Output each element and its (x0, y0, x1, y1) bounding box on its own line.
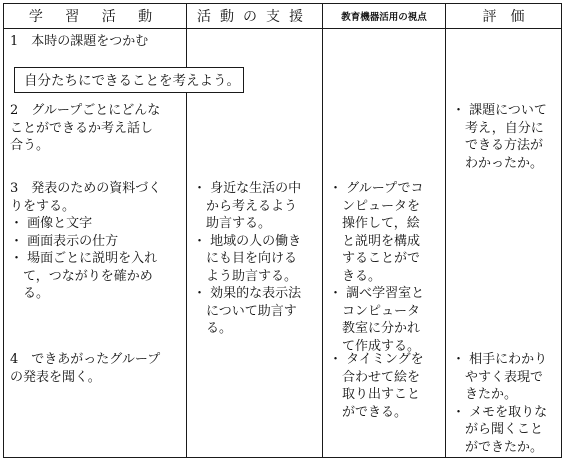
header-evaluation: 評 価 (446, 4, 562, 29)
header-viewpoint: 教育機器活用の視点 (323, 4, 446, 29)
viewpoint-notes-b: ・ タイミングを 合わせて絵を 取り出すこと ができる。 (329, 352, 424, 420)
step-1: 1 本時の課題をつかむ (10, 34, 149, 49)
step-2: 2 グループごとにどんな ことができるか考え話し 合う。 (10, 103, 161, 153)
header-activity: 学 習 活 動 (4, 4, 187, 29)
evaluation-notes-b: ・ 相手にわかり やすく表現で きたか。 ・ メモを取りな がら聞くこと ができたか。 (452, 352, 548, 455)
support-notes: ・ 身近な生活の中 から考えるよう 助言する。 ・ 地域の人の働き にも目を向ける よう助言する。 ・ 効果的な表示法 について助言す る。 (193, 181, 302, 336)
step-4: 4 できあがったグループ の発表を聞く。 (10, 352, 161, 385)
header-row (4, 4, 562, 29)
step-3: 3 発表のための資料づく りをする。 ・ 画像と文字 ・ 画面表示の仕方 ・ 場面ごとに説明を入れ て，つながりを確かめ る。 (10, 181, 162, 301)
lesson-goal-box: 自分たちにできることを考えよう。 (14, 67, 244, 93)
evaluation-notes-a: ・ 課題について 考え，自分に できる方法が わかったか。 (452, 103, 547, 171)
evaluation-column (446, 29, 562, 458)
viewpoint-column (323, 29, 446, 458)
header-support: 活動の支援 (187, 4, 323, 29)
viewpoint-notes-a: ・ グループでコ ンピュータを 操作して，絵 と説明を構成 することがで きる。 ・ 調べ学習室と コンピュータ 教室に分かれ て作成する。 (329, 181, 425, 354)
